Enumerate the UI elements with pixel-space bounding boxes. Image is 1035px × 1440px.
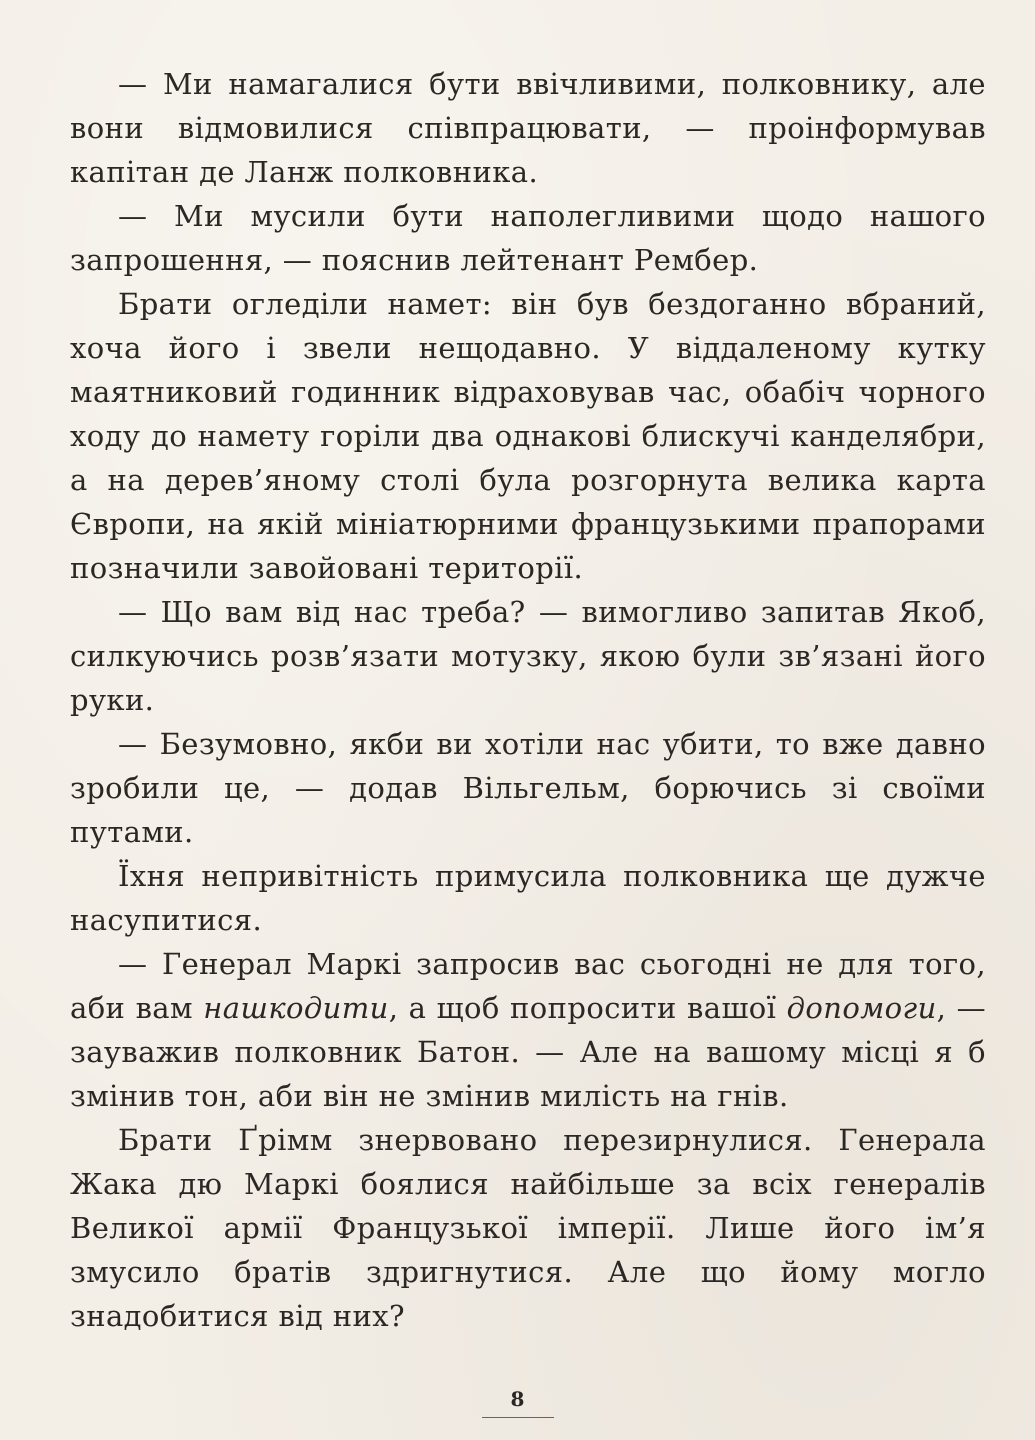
page-footer bbox=[0, 1387, 1035, 1418]
paragraph-2: — Ми мусили бути наполегливими щодо нашого запрошення, — пояснив лейтенант Рембер. bbox=[70, 199, 986, 277]
paragraph-1: — Ми намагалися бути ввічливими, полковнику, але вони відмовилися співпрацювати, — проінформував капітан де Ланж полковника. bbox=[70, 67, 986, 189]
italic-word: нашкодити bbox=[203, 991, 389, 1025]
paragraph-3: Брати огледіли намет: він був бездоганно вбраний, хоча його і звели нещодавно. У віддаленому кутку маятниковий годинник відраховував час, обабіч чорного ходу до намету горіли два однакові блискучі канделябри, а на дерев’яному столі була розгорнута велика карта Європи, на якій мініатюрними французькими прапорами позначили завойовані території. bbox=[70, 287, 986, 585]
paragraph-5: — Безумовно, якби ви хотіли нас убити, то вже давно зробили це, — додав Вільгельм, борючись зі своїми путами. bbox=[70, 727, 986, 849]
paragraph-4: — Що вам від нас треба? — вимогливо запитав Якоб, силкуючись розв’язати мотузку, якою були зв’язані його руки. bbox=[70, 595, 986, 717]
paragraph-6: Їхня непривітність примусила полковника ще дужче насупитися. bbox=[70, 859, 986, 937]
body-text bbox=[70, 62, 986, 1338]
paragraph-8: Брати Ґрімм знервовано перезирнулися. Генерала Жака дю Маркі боялися найбільше за всіх генералів Великої армії Французької імперії. Лише його ім’я змусило братів здригнутися. Але що йому могло знадобитися від них? bbox=[70, 1123, 986, 1333]
paragraph-7: — Генерал Маркі запросив вас сьогодні не для того, аби вам нашкодити, а щоб попросити вашої допомоги, — зауважив полковник Батон. — Але на вашому місці я б змінив тон, аби він не змінив милість на гнів. bbox=[70, 947, 986, 1113]
italic-word: допомоги bbox=[786, 991, 937, 1025]
page-number: 8 bbox=[482, 1387, 554, 1418]
